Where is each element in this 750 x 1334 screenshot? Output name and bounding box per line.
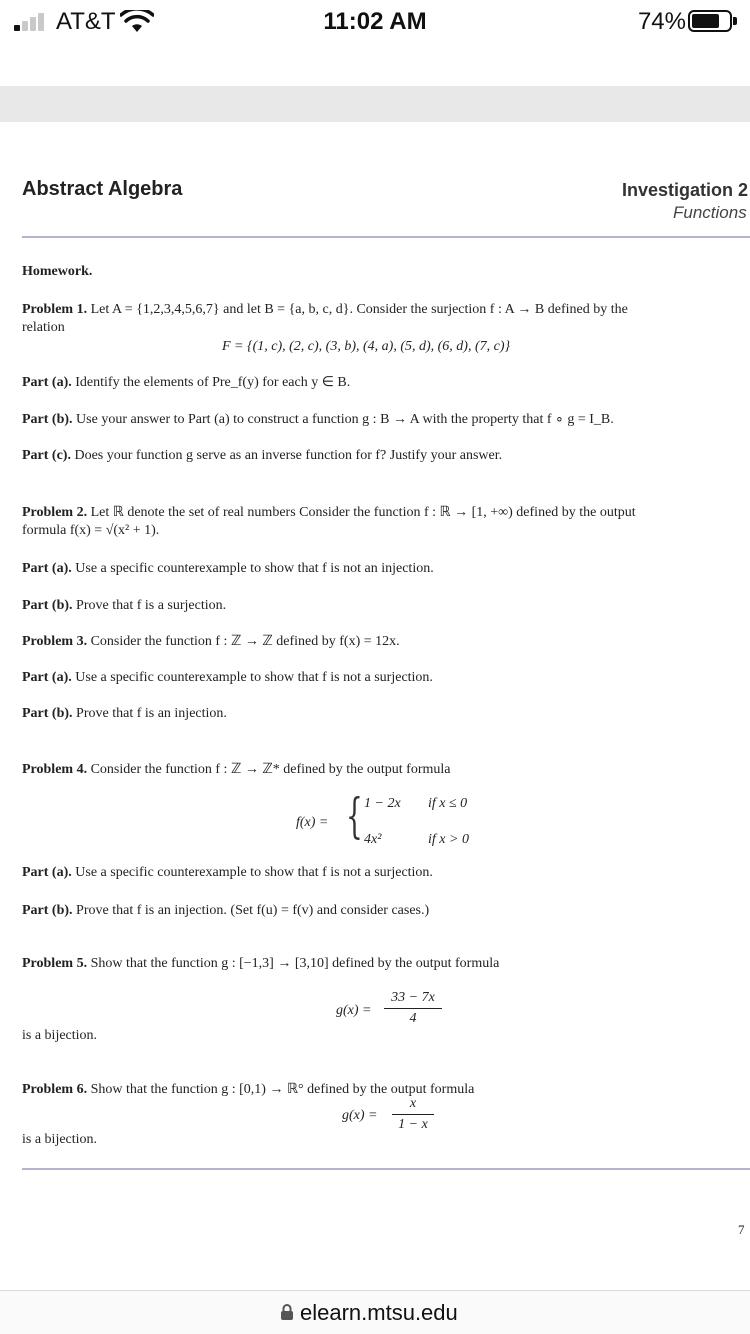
- problem-3-part-b: Part (b). Prove that f is an injection.: [22, 706, 227, 721]
- safari-address-bar[interactable]: [0, 1290, 750, 1334]
- problem-6-denominator: 1 − x: [398, 1117, 428, 1132]
- lock-icon: [280, 1303, 294, 1321]
- fraction-bar: [384, 1008, 442, 1009]
- problem-4-case-2-cond: if x > 0: [428, 832, 469, 847]
- problem-1-part-b: Part (b). Use your answer to Part (a) to construct a function g : B → A with the property that f ∘ g = I_B.: [22, 412, 614, 427]
- problem-4-case-1-expr: 1 − 2x: [364, 796, 401, 811]
- problem-1-part-c: Part (c). Does your function g serve as an inverse function for f? Justify your answer.: [22, 448, 503, 463]
- battery-cap: [733, 17, 737, 25]
- status-bar: [0, 0, 750, 42]
- problem-5-fraction: [384, 990, 442, 1027]
- investigation-label: Investigation 2: [622, 180, 749, 200]
- problem-4-part-b: Part (b). Prove that f is an injection. (Set f(u) = f(v) and consider cases.): [22, 903, 430, 918]
- problem-3-part-a: Part (a). Use a specific counterexample to show that f is not a surjection.: [22, 670, 433, 685]
- problem-1-relation: F = {(1, c), (2, c), (3, b), (4, a), (5, d), (6, d), (7, c)}: [222, 339, 511, 354]
- carrier-name: AT&T: [56, 8, 116, 35]
- problem-5-numerator: 33 − 7x: [391, 990, 435, 1005]
- battery-level: [692, 14, 719, 28]
- page-number: 7: [738, 1222, 745, 1237]
- problem-6-fraction: [392, 1096, 434, 1133]
- problem-1-part-a: Part (a). Identify the elements of Pre_f(y) for each y ∈ B.: [22, 375, 351, 390]
- problem-2-line-1: Problem 2. Let ℝ denote the set of real numbers Consider the function f : ℝ → [1, +∞) defined by the output: [22, 505, 636, 520]
- problem-2-line-2: formula f(x) = √(x² + 1).: [22, 523, 160, 538]
- problem-5-gx: g(x) =: [336, 1003, 372, 1018]
- problem-6-tail: is a bijection.: [22, 1132, 98, 1147]
- problem-2-part-a: Part (a). Use a specific counterexample to show that f is not an injection.: [22, 561, 434, 576]
- fraction-bar: [392, 1114, 434, 1115]
- piecewise-brace: {: [346, 788, 363, 844]
- problem-4-case-2-expr: 4x²: [364, 832, 382, 847]
- problem-6-line-1: Problem 6. Show that the function g : [0,1) → ℝ° defined by the output formula: [22, 1082, 475, 1097]
- homework-heading: Homework.: [22, 264, 93, 279]
- problem-3-line-1: Problem 3. Consider the function f : ℤ → ℤ defined by f(x) = 12x.: [22, 634, 400, 649]
- topic-label: Functions: [673, 203, 747, 222]
- battery-percentage: 74%: [637, 8, 686, 35]
- problem-4-line-1: Problem 4. Consider the function f : ℤ → ℤ* defined by the output formula: [22, 762, 451, 777]
- problem-1-line-1: Problem 1. Let A = {1,2,3,4,5,6,7} and let B = {a, b, c, d}. Consider the surjection f : A → B defined by the: [22, 302, 628, 317]
- footer-divider: [22, 1168, 750, 1170]
- battery-icon: [688, 10, 732, 32]
- problem-5-line-1: Problem 5. Show that the function g : [−1,3] → [3,10] defined by the output formula: [22, 956, 500, 971]
- doc-title: Abstract Algebra: [22, 178, 183, 200]
- problem-5-denominator: 4: [409, 1011, 417, 1026]
- problem-2-part-b: Part (b). Prove that f is a surjection.: [22, 598, 227, 613]
- header-divider: [22, 236, 750, 238]
- problem-4-fx: f(x) =: [296, 815, 329, 830]
- page-toolbar-band: [0, 86, 750, 122]
- problem-4-part-a: Part (a). Use a specific counterexample to show that f is not a surjection.: [22, 865, 433, 880]
- problem-6-gx: g(x) =: [342, 1108, 378, 1123]
- url-text[interactable]: elearn.mtsu.edu: [300, 1300, 458, 1325]
- problem-5-tail: is a bijection.: [22, 1028, 98, 1043]
- status-time: 11:02 AM: [323, 8, 427, 35]
- problem-6-numerator: x: [409, 1096, 417, 1111]
- problem-4-case-1-cond: if x ≤ 0: [428, 796, 468, 811]
- doc-header-right: [622, 180, 748, 223]
- problem-1-line-2: relation: [22, 320, 65, 335]
